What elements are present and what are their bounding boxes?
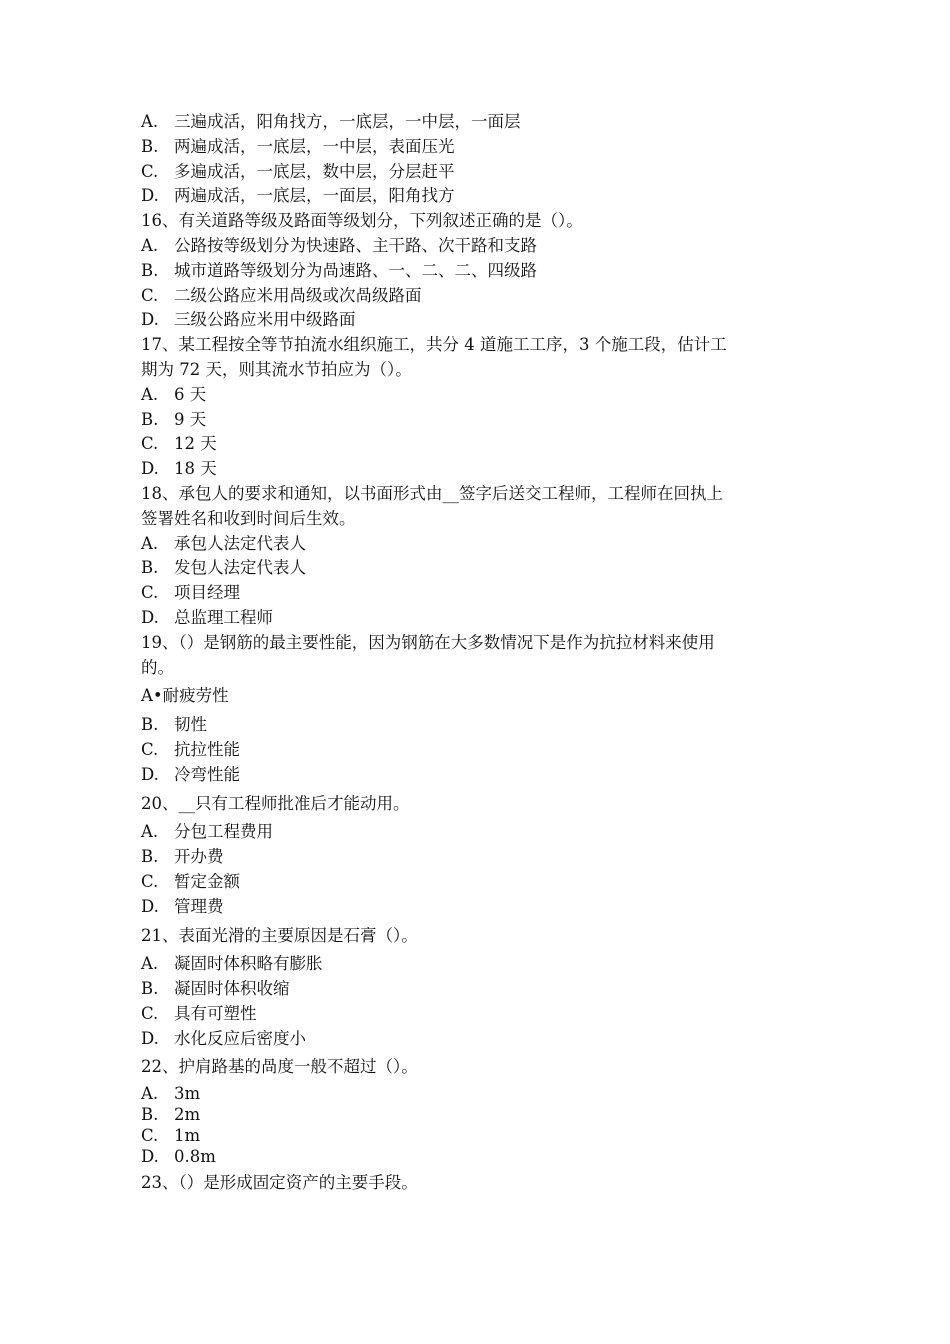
q20-option-b: B. 开办费 [141, 847, 224, 867]
question-16-stem: 16、有关道路等级及路面等级划分，下列叙述正确的是（）。 [141, 211, 583, 231]
q18-option-c: C. 项目经理 [141, 583, 240, 603]
q19-option-b: B. 韧性 [141, 715, 207, 735]
question-23-stem: 23、（）是形成固定资产的主要手段。 [141, 1173, 418, 1193]
q16-option-d: D. 三级公路应米用中级路面 [141, 310, 356, 330]
option-c: C. 多遍成活，一底层，数中层，分层赶平 [141, 161, 455, 181]
option-a: A. 三遍成活，阳角找方，一底层，一中层，一面层 [141, 112, 521, 131]
q22-option-a: A. 3m [141, 1084, 201, 1104]
q22-option-b: B. 2m [141, 1105, 201, 1125]
q18-option-a: A. 承包人法定代表人 [141, 533, 306, 553]
option-d: D. 两遍成活，一底层，一面层，阳角找方 [141, 186, 455, 206]
q19-option-a: A•耐疲劳性 [141, 686, 229, 706]
question-19-stem-line1: 19、（）是钢筋的最主要性能，因为钢筋在大多数情况下是作为抗拉材料来使用 [141, 632, 715, 652]
question-20-stem: 20、__只有工程师批准后才能动用。 [141, 793, 410, 813]
q22-option-d: D. 0.8m [141, 1146, 216, 1166]
q20-option-d: D. 管理费 [141, 896, 224, 916]
q21-option-b: B. 凝固时体积收缩 [141, 979, 290, 999]
q16-option-c: C. 二级公路应米用咼级或次咼级路面 [141, 285, 422, 305]
q21-option-c: C. 具有可塑性 [141, 1003, 257, 1023]
q17-option-a: A. 6 天 [141, 384, 207, 404]
option-b: B. 两遍成活，一底层，一中层，表面压光 [141, 136, 455, 156]
question-22-stem: 22、护肩路基的咼度一般不超过（）。 [141, 1057, 418, 1077]
q22-option-c: C. 1m [141, 1125, 201, 1145]
q17-option-b: B. 9 天 [141, 409, 207, 429]
q16-option-a: A. 公路按等级划分为快速路、主干路、次干路和支路 [141, 235, 537, 255]
q20-option-a: A. 分包工程费用 [141, 822, 273, 842]
question-17-stem-line1: 17、某工程按全等节拍流水组织施工，共分 4 道施工工序，3 个施工段，估计工 [141, 335, 727, 355]
q16-option-b: B. 城市道路等级划分为咼速路、一、二、二、四级路 [141, 260, 537, 280]
q19-option-c: C. 抗拉性能 [141, 739, 240, 759]
q21-option-a: A. 凝固时体积略有膨胀 [141, 954, 323, 974]
q17-option-d: D. 18 天 [141, 459, 217, 479]
q18-option-d: D. 总监理工程师 [141, 607, 273, 627]
question-18-stem-line2: 签署姓名和收到时间后生效。 [141, 508, 356, 528]
q20-option-c: C. 暂定金额 [141, 871, 240, 891]
question-18-stem-line1: 18、承包人的要求和通知，以书面形式由__签字后送交工程师，工程师在回执上 [141, 483, 723, 503]
question-21-stem: 21、表面光滑的主要原因是石膏（）。 [141, 925, 418, 945]
q18-option-b: B. 发包人法定代表人 [141, 558, 306, 578]
question-19-stem-line2: 的。 [141, 657, 174, 677]
document-page [141, 110, 821, 1196]
question-17-stem-line2: 期为 72 天，则其流水节拍应为（）。 [141, 359, 412, 379]
q21-option-d: D. 水化反应后密度小 [141, 1028, 306, 1048]
q17-option-c: C. 12 天 [141, 434, 217, 454]
q19-option-d: D. 冷弯性能 [141, 764, 240, 784]
